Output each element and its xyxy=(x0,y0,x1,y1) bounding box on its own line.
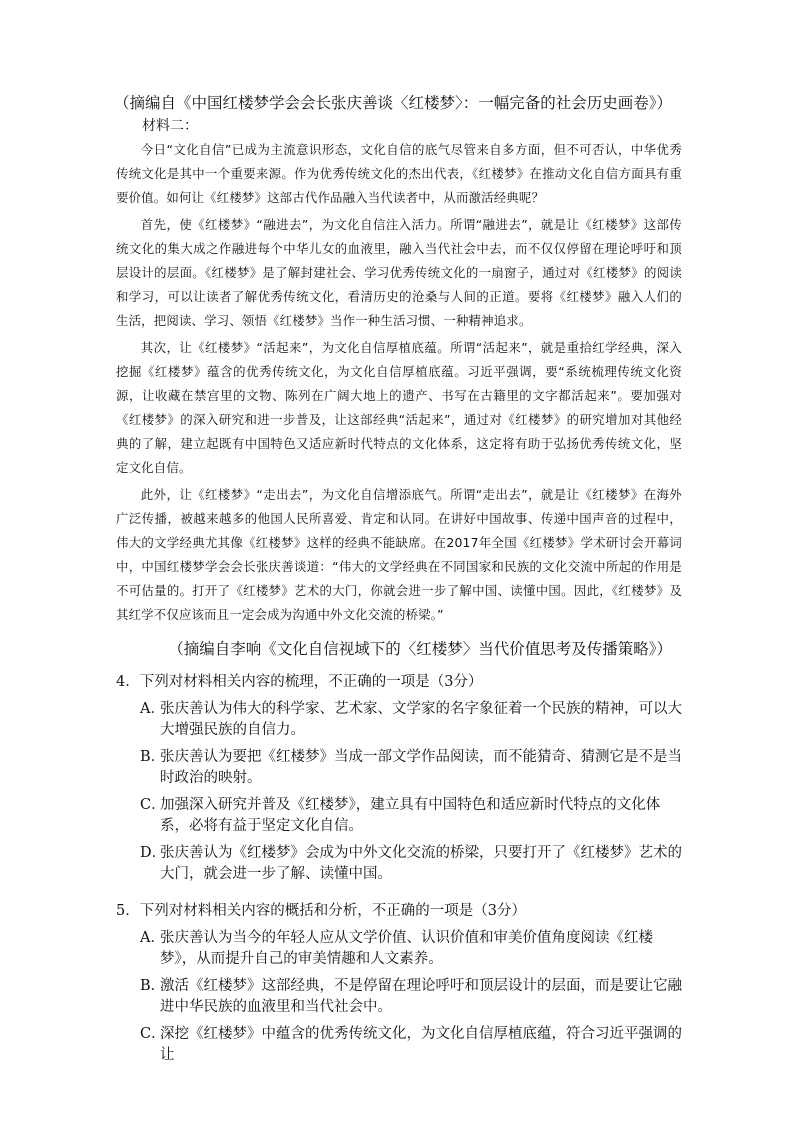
question-stem: 4．下列对材料相关内容的梳理，不正确的一项是（3分） xyxy=(116,674,483,690)
question-stem: 5．下列对材料相关内容的概括和分析，不正确的一项是（3分） xyxy=(116,903,526,919)
option-letter: D． xyxy=(140,845,167,861)
material2-paragraph: 今日“文化自信”已成为主流意识形态，文化自信的底气尽管来自多方面，但不可否认，中华优秀传统文化是其中一个重要来源。作为优秀传统文化的杰出代表，《红楼梦》在推动文化自信方面具有重要价值。如何让《红楼梦》这部古代作品融入当代读者中，从而激活经典呢？ xyxy=(116,142,682,205)
option-b xyxy=(140,747,686,789)
material2-body xyxy=(116,138,682,627)
material2-paragraph: 首先，使《红楼梦》“融进去”，为文化自信注入活力。所谓“融进去”，就是让《红楼梦》这部传统文化的集大成之作融进每个中华儿女的血液里，融入当代社会中去，而不仅仅停留在理论呼吁和顶层设计的层面。《红楼梦》是了解封建社会、学习优秀传统文化的一扇窗子，通过对《红楼梦》的阅读和学习，可以让读者了解优秀传统文化，看清历史的沧桑与人间的正道。要将《红楼梦》融入人们的生活，把阅读、学习、领悟《红楼梦》当作一种生活习惯、一种精神追求。 xyxy=(116,217,682,328)
option-letter: C． xyxy=(140,797,166,813)
option-letter: C． xyxy=(140,1026,166,1042)
material1-source: （摘编自《中国红楼梦学会会长张庆善谈〈红楼梦〉：一幅完备的社会历史画卷》） xyxy=(113,94,672,112)
option-text: 张庆善认为当今的年轻人应从文学价值、认识价值和审美价值角度阅读《红楼梦》，从而提升自己的审美情趣和人文素养。 xyxy=(160,930,653,967)
option-letter: A． xyxy=(140,930,165,946)
option-letter: A． xyxy=(140,701,165,717)
option-a xyxy=(140,699,686,741)
option-b xyxy=(140,976,686,1018)
questions-section xyxy=(116,672,686,1072)
option-a xyxy=(140,928,686,970)
material2-paragraph: 其次，让《红楼梦》“活起来”，为文化自信厚植底蕴。所谓“活起来”，就是重拾红学经典，深入挖掘《红楼梦》蕴含的优秀传统文化，为文化自信厚植底蕴。习近平强调，要“系统梳理传统文化资源，让收藏在禁宫里的文物、陈列在广阔大地上的遗产、书写在古籍里的文字都活起来”。要加强对《红楼梦》的深入研究和进一步普及，让这部经典“活起来”，通过对《红楼梦》的研究增加对其他经典的了解，建立起既有中国特色又适应新时代特点的文化体系，这定将有助于弘扬优秀传统文化，坚定文化自信。 xyxy=(116,340,682,475)
option-text: 张庆善认为《红楼梦》会成为中外文化交流的桥梁，只要打开了《红楼梦》艺术的大门，就会进一步了解、读懂中国。 xyxy=(160,845,682,882)
option-text: 深挖《红楼梦》中蕴含的优秀传统文化，为文化自信厚植底蕴，符合习近平强调的让 xyxy=(160,1026,682,1063)
option-c xyxy=(140,795,686,837)
option-text: 激活《红楼梦》这部经典，不是停留在理论呼吁和顶层设计的层面，而是要让它融进中华民族的血液里和当代社会中。 xyxy=(160,978,682,1015)
option-text: 张庆善认为要把《红楼梦》当成一部文学作品阅读，而不能猜奇、猜测它是不是当时政治的映射。 xyxy=(160,749,682,786)
option-letter: B． xyxy=(140,749,166,765)
question-4 xyxy=(116,672,686,885)
option-letter: B． xyxy=(140,978,166,994)
question-5 xyxy=(116,901,686,1066)
option-d xyxy=(140,843,686,885)
material2-paragraph: 此外，让《红楼梦》“走出去”，为文化自信增添底气。所谓“走出去”，就是让《红楼梦》在海外广泛传播，被越来越多的他国人民所喜爱、肯定和认同。在讲好中国故事、传递中国声音的过程中，伟大的文学经典尤其像《红楼梦》这样的经典不能缺席。在2017年全国《红楼梦》学术研讨会开幕词中，中国红楼梦学会会长张庆善谈道：“伟大的文学经典在不同国家和民族的文化交流中所起的作用是不可估量的。打开了《红楼梦》艺术的大门，你就会进一步了解中国、读懂中国。因此，《红楼梦》及其红学不仅应该而且一定会成为沟通中外文化交流的桥梁。” xyxy=(116,487,682,622)
option-c xyxy=(140,1024,686,1066)
option-text: 加强深入研究并普及《红楼梦》，建立具有中国特色和适应新时代特点的文化体系，必将有益于坚定文化自信。 xyxy=(160,797,661,834)
option-text: 张庆善认为伟大的科学家、艺术家、文学家的名字象征着一个民族的精神，可以大大增强民族的自信力。 xyxy=(160,701,682,738)
material2-label: 材料二： xyxy=(142,118,198,134)
material2-source: （摘编自李响《文化自信视域下的〈红楼梦〉当代价值思考及传播策略》） xyxy=(168,640,672,658)
